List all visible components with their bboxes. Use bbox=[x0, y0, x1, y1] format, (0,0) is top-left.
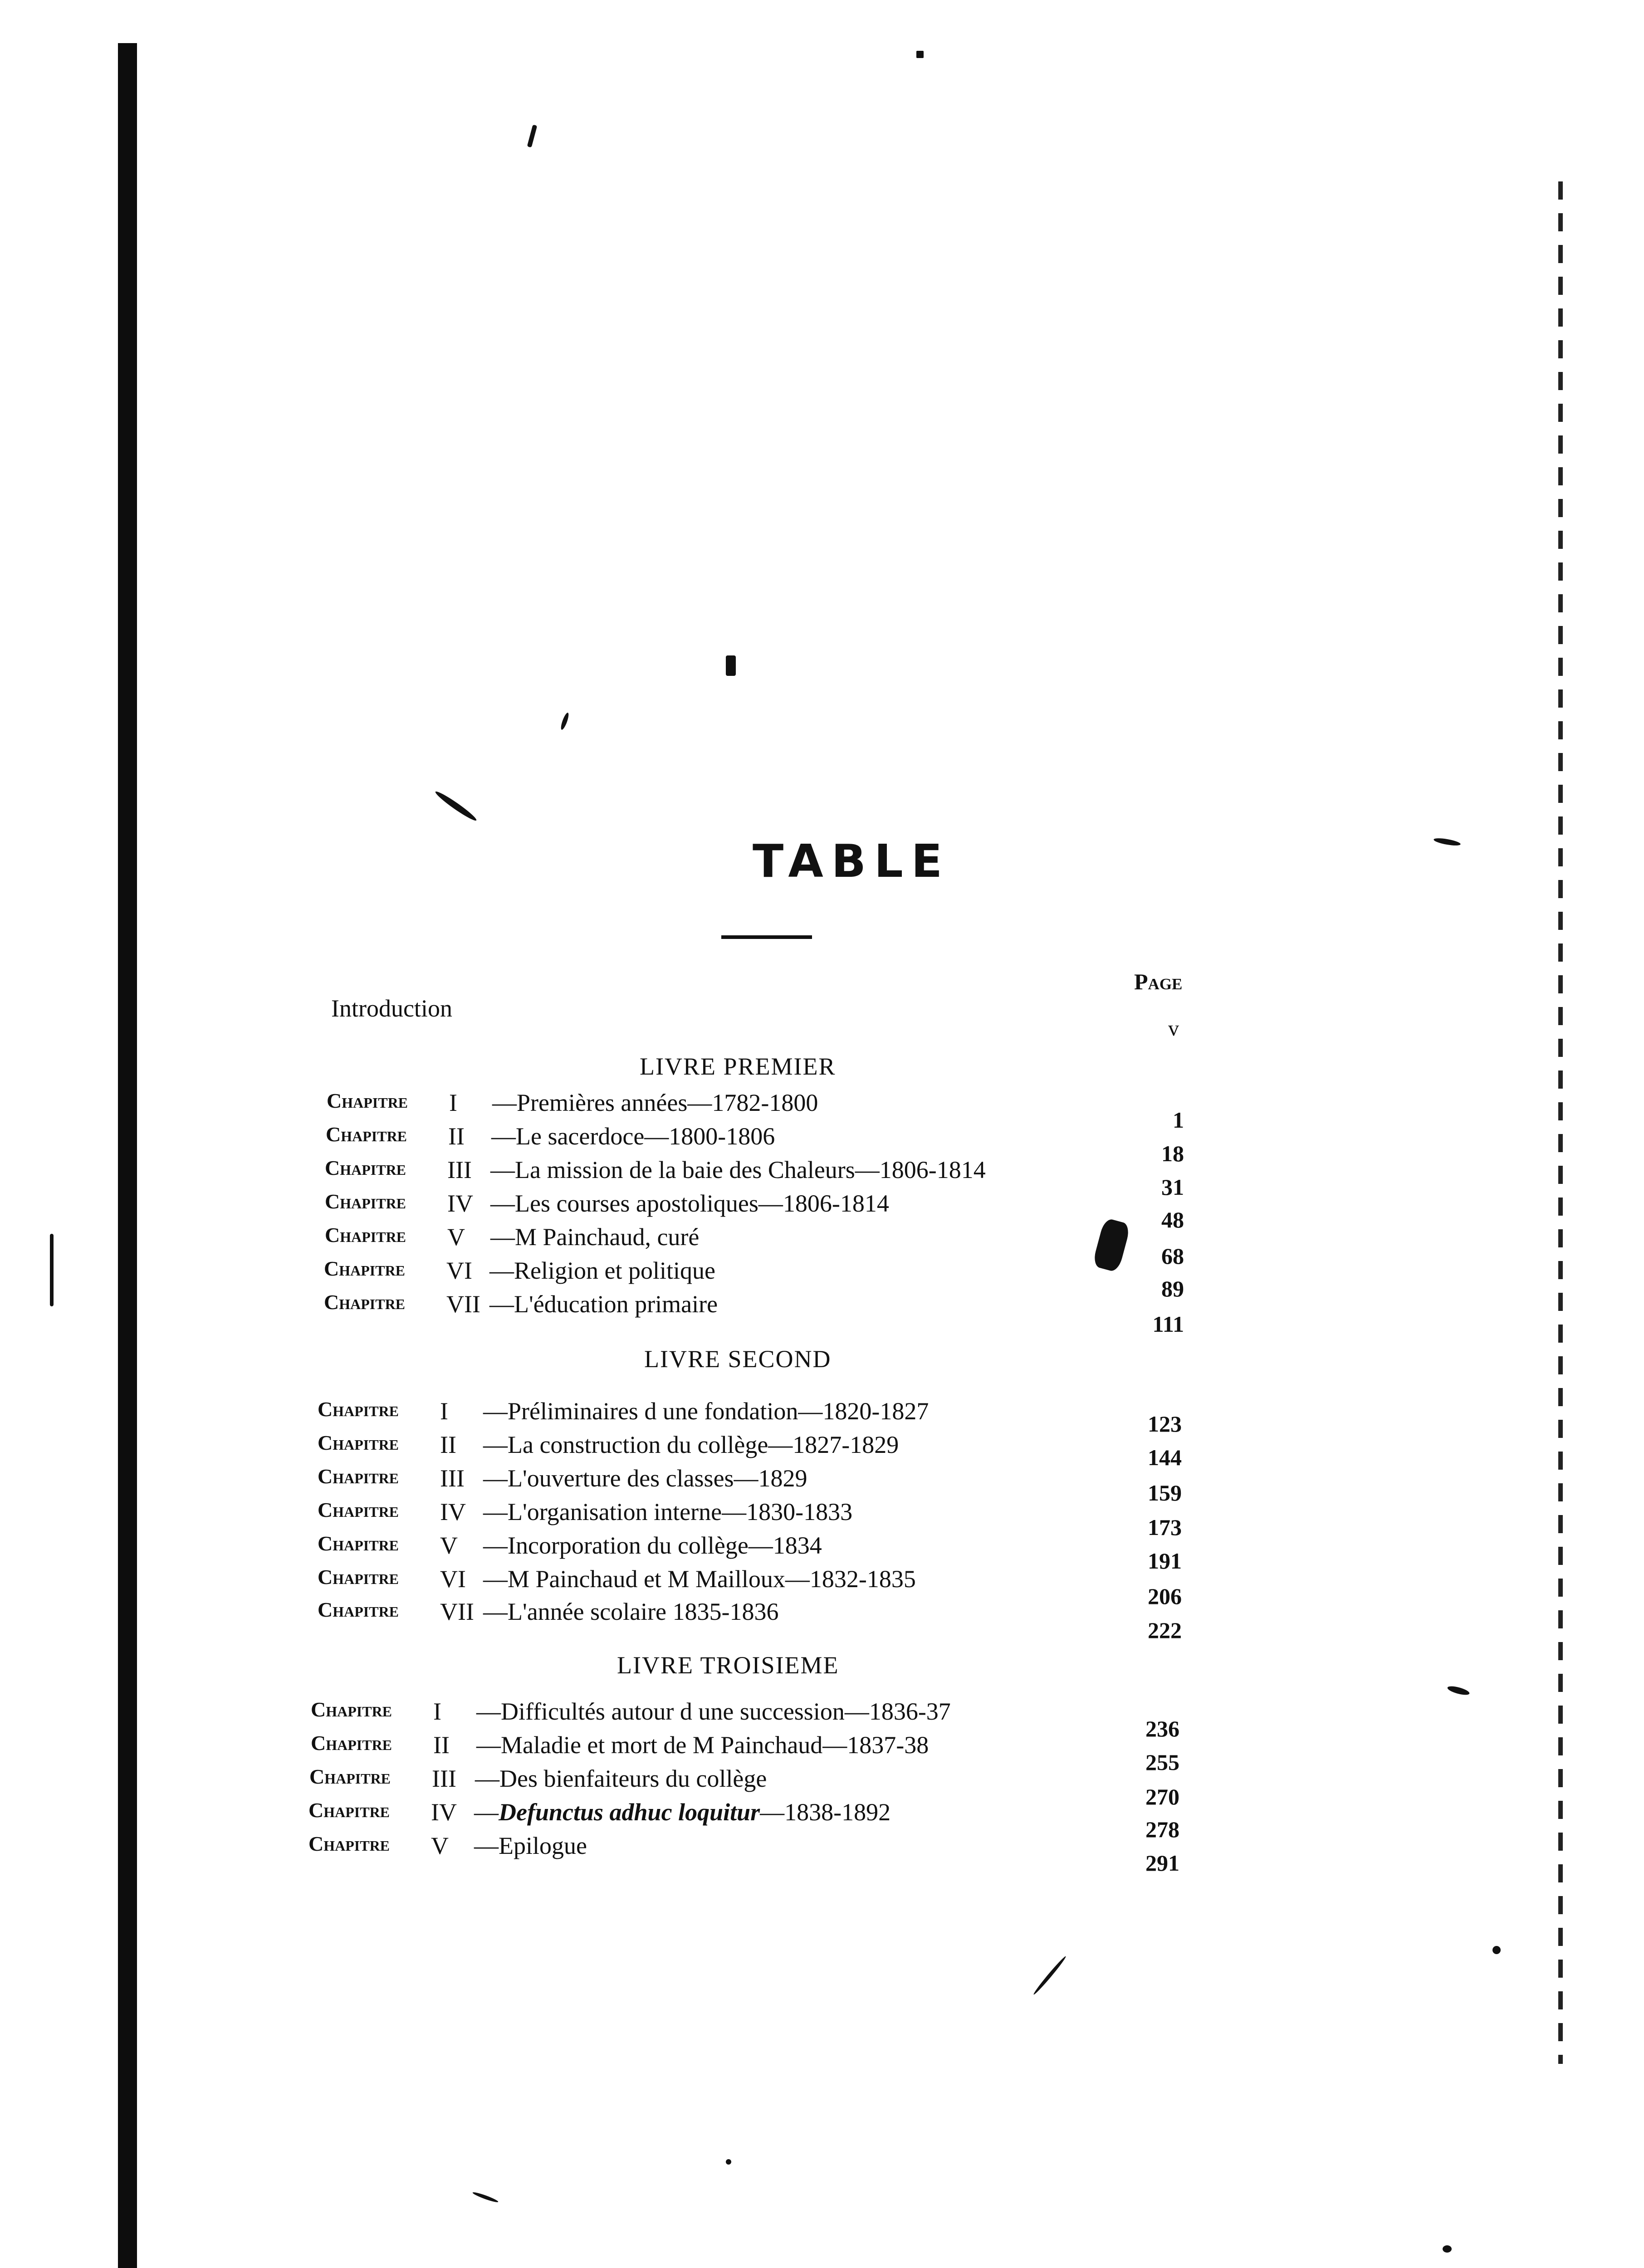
chapter-number: II bbox=[448, 1123, 465, 1150]
chapter-page: 236 bbox=[1145, 1716, 1179, 1741]
chapter-label: Chapitre bbox=[318, 1431, 399, 1454]
chapter-label: Chapitre bbox=[327, 1089, 408, 1112]
introduction-label: Introduction bbox=[331, 995, 452, 1022]
chapter-title: —Difficultés autour d une succession—1836-37 bbox=[476, 1698, 951, 1725]
chapter-title: —Le sacerdoce—1800-1806 bbox=[491, 1123, 775, 1150]
chapter-page: 111 bbox=[1152, 1311, 1184, 1337]
chapter-number: I bbox=[449, 1089, 457, 1116]
chapter-label: Chapitre bbox=[318, 1598, 399, 1621]
chapter-title: —Premières années—1782-1800 bbox=[492, 1089, 818, 1116]
chapter-page: 68 bbox=[1161, 1243, 1184, 1269]
chapter-label: Chapitre bbox=[311, 1731, 392, 1755]
book-heading: LIVRE TROISIEME bbox=[617, 1652, 839, 1679]
chapter-number: III bbox=[447, 1156, 472, 1183]
introduction-page: v bbox=[1168, 1017, 1179, 1041]
chapter-label: Chapitre bbox=[318, 1398, 399, 1421]
chapter-label: Chapitre bbox=[324, 1290, 406, 1314]
chapter-title-italic: Defunctus adhuc loquitur bbox=[499, 1799, 760, 1826]
book-heading: LIVRE SECOND bbox=[644, 1345, 832, 1373]
chapter-title: —Les courses apostoliques—1806-1814 bbox=[490, 1190, 889, 1217]
chapter-number: II bbox=[433, 1731, 450, 1759]
page-column-header: Page bbox=[1134, 969, 1183, 994]
chapter-page: 18 bbox=[1161, 1141, 1184, 1166]
chapter-label: Chapitre bbox=[308, 1832, 390, 1855]
chapter-number: II bbox=[440, 1431, 456, 1458]
chapter-number: VI bbox=[440, 1565, 466, 1593]
chapter-page: 222 bbox=[1148, 1618, 1182, 1643]
chapter-label: Chapitre bbox=[318, 1498, 399, 1521]
chapter-number: III bbox=[432, 1765, 456, 1792]
chapter-page: 206 bbox=[1148, 1584, 1182, 1609]
chapter-page: 31 bbox=[1161, 1174, 1184, 1200]
chapter-number: V bbox=[447, 1223, 465, 1251]
chapter-number: III bbox=[440, 1465, 465, 1492]
binding-gutter-bar bbox=[118, 43, 137, 2268]
chapter-title: —Religion et politique bbox=[489, 1257, 715, 1284]
chapter-number: V bbox=[440, 1532, 458, 1559]
page-title: TABLE bbox=[752, 835, 951, 888]
chapter-label: Chapitre bbox=[325, 1223, 406, 1246]
chapter-page: 1 bbox=[1173, 1107, 1184, 1133]
chapter-title: —M Painchaud, curé bbox=[490, 1223, 700, 1251]
chapter-title: —Des bienfaiteurs du collège bbox=[475, 1765, 767, 1792]
chapter-number: IV bbox=[431, 1799, 457, 1826]
chapter-title: —La construction du collège—1827-1829 bbox=[483, 1431, 899, 1458]
chapter-label: Chapitre bbox=[325, 1190, 406, 1213]
chapter-number: I bbox=[433, 1698, 441, 1725]
chapter-title: —Defunctus adhuc loquitur—1838-1892 bbox=[474, 1799, 891, 1826]
chapter-number: VII bbox=[446, 1290, 480, 1318]
chapter-number: VI bbox=[446, 1257, 472, 1284]
chapter-page: 255 bbox=[1145, 1750, 1179, 1775]
chapter-label: Chapitre bbox=[326, 1123, 407, 1146]
chapter-title: —Incorporation du collège—1834 bbox=[483, 1532, 822, 1559]
chapter-page: 144 bbox=[1148, 1445, 1182, 1470]
book-heading: LIVRE PREMIER bbox=[640, 1053, 836, 1080]
page-edge-mark bbox=[1558, 181, 1563, 2064]
chapter-label: Chapitre bbox=[311, 1698, 392, 1721]
chapter-label: Chapitre bbox=[308, 1799, 390, 1822]
chapter-number: IV bbox=[447, 1190, 473, 1217]
chapter-page: 191 bbox=[1148, 1548, 1182, 1574]
chapter-title: —L'organisation interne—1830-1833 bbox=[483, 1498, 853, 1525]
chapter-page: 291 bbox=[1145, 1850, 1179, 1876]
chapter-page: 173 bbox=[1148, 1515, 1182, 1540]
chapter-number: VII bbox=[440, 1598, 474, 1625]
chapter-title: —L'éducation primaire bbox=[489, 1290, 718, 1318]
chapter-number: IV bbox=[440, 1498, 466, 1525]
chapter-title: —Préliminaires d une fondation—1820-1827 bbox=[483, 1398, 929, 1425]
chapter-number: V bbox=[431, 1832, 449, 1859]
chapter-label: Chapitre bbox=[318, 1565, 399, 1589]
title-rule bbox=[721, 935, 812, 939]
chapter-label: Chapitre bbox=[318, 1532, 399, 1555]
chapter-title: —Epilogue bbox=[474, 1832, 587, 1859]
chapter-label: Chapitre bbox=[324, 1257, 406, 1280]
chapter-label: Chapitre bbox=[325, 1156, 406, 1179]
chapter-number: I bbox=[440, 1398, 448, 1425]
chapter-page: 278 bbox=[1145, 1817, 1179, 1842]
chapter-page: 270 bbox=[1145, 1784, 1179, 1809]
chapter-title: —La mission de la baie des Chaleurs—1806-1814 bbox=[490, 1156, 986, 1183]
chapter-page: 48 bbox=[1161, 1207, 1184, 1232]
chapter-title: —L'ouverture des classes—1829 bbox=[483, 1465, 807, 1492]
chapter-page: 123 bbox=[1148, 1411, 1182, 1437]
chapter-title: —L'année scolaire 1835-1836 bbox=[483, 1598, 779, 1625]
chapter-title: —M Painchaud et M Mailloux—1832-1835 bbox=[483, 1565, 916, 1593]
chapter-page: 159 bbox=[1148, 1480, 1182, 1505]
chapter-page: 89 bbox=[1161, 1276, 1184, 1301]
chapter-label: Chapitre bbox=[318, 1465, 399, 1488]
chapter-label: Chapitre bbox=[309, 1765, 391, 1788]
chapter-title: —Maladie et mort de M Painchaud—1837-38 bbox=[476, 1731, 929, 1759]
